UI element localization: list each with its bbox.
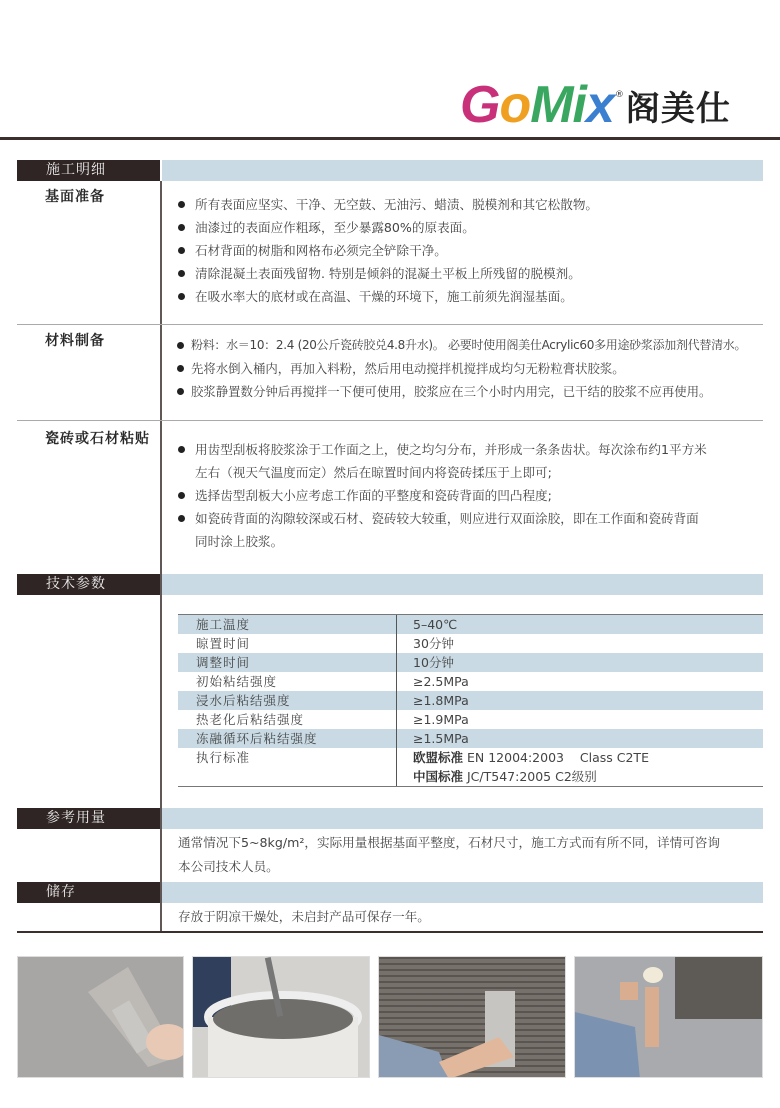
param-name: 执行标准 [178,748,397,786]
standard-cn-value: JC/T547:2005 C2级别 [463,769,597,784]
table-row [178,748,763,786]
label-tiling: 瓷砖或石材粘贴 [45,431,150,447]
standard-cn [413,767,763,786]
table-row [178,653,763,672]
table-row [178,691,763,710]
usage-line: 本公司技术人员。 [178,859,279,874]
table-row [178,710,763,729]
list-item [177,507,707,553]
section-band-usage [162,808,763,829]
logo-chinese: 阁美仕 [625,89,731,129]
table-row [178,634,763,653]
standard-eu-value: EN 12004:2003 Class C2TE [463,750,649,765]
list-item-line: 同时涂上胶浆。 [195,534,284,549]
param-value: ≥1.5MPa [413,731,469,746]
standard-cn-label: 中国标准 [413,769,464,784]
standard-eu-label: 欧盟标准 [413,750,464,765]
list-item: 先将水倒入桶内，再加入料粉，然后用电动搅拌机搅拌成均匀无粉粒膏状胶浆。 [177,357,746,380]
separator [17,324,763,325]
usage-text [178,831,758,879]
header-rule [0,137,780,140]
list-item [177,484,707,507]
list-item-line: 用齿型刮板将胶浆涂于工作面之上，使之均匀分布，并形成一条条齿状。每次涂布约1平方米 [195,442,707,457]
material-prep-list [177,334,746,403]
usage-line: 通常情况下5~8kg/m²，实际用量根据基面平整度，石材尺寸，施工方式而有所不同，详情可咨询 [178,835,720,850]
table-row [178,729,763,748]
list-item-line: 如瓷砖背面的沟隙较深或石材、瓷砖较大较重，则应进行双面涂胶，即在工作面和瓷砖背面 [195,511,699,526]
param-name: 调整时间 [178,653,397,672]
param-name: 浸水后粘结强度 [178,691,397,710]
param-name: 晾置时间 [178,634,397,653]
list-item: 石材背面的树脂和网格布必须完全铲除干净。 [177,239,598,262]
param-name: 初始粘结强度 [178,672,397,691]
param-value: 10分钟 [413,655,454,670]
list-item-line: 左右（视天气温度而定）然后在晾置时间内将瓷砖揉压于上即可; [195,465,552,480]
param-value: ≥1.8MPa [413,693,469,708]
param-name: 冻融循环后粘结强度 [178,729,397,748]
param-value: 30分钟 [413,636,454,651]
list-item: 粉料：水＝10：2.4 (20公斤瓷砖胶兑4.8升水)。 必要时使用阁美仕Acrylic60多用途砂浆添加剂代替清水。 [177,334,746,357]
separator [17,420,763,421]
photo-notched-trowel [378,956,566,1078]
photo-trowel-smooth [17,956,184,1078]
label-base-prep: 基面准备 [45,189,105,205]
list-item: 胶浆静置数分钟后再搅拌一下便可使用，胶浆应在三个小时内用完，已干结的胶浆不应再使用。 [177,380,746,403]
section-title-tech-params: 技术参数 [17,574,160,595]
photo-tile-setting [574,956,763,1078]
standard-eu [413,748,763,767]
list-item: 所有表面应坚实、干净、无空鼓、无油污、蜡渍、脱模剂和其它松散物。 [177,193,598,216]
list-item-line: 选择齿型刮板大小应考虑工作面的平整度和瓷砖背面的凹凸程度; [195,488,552,503]
list-item [177,438,707,484]
tech-params-table [178,614,763,787]
list-item: 油漆过的表面应作粗琢，至少暴露80%的原表面。 [177,216,598,239]
brand-logo [460,78,731,133]
section-title-construction: 施工明细 [17,160,160,181]
param-name: 热老化后粘结强度 [178,710,397,729]
table-row [178,615,763,634]
base-prep-list [177,193,598,308]
photo-mixing-bucket [192,956,370,1078]
registered-mark: ® [614,90,624,100]
section-title-usage: 参考用量 [17,808,160,829]
logo-latin: GoMix [460,76,614,134]
footer-rule [17,931,763,933]
param-name: 施工温度 [178,615,397,634]
param-value: ≥1.9MPa [413,712,469,727]
param-value: 5–40℃ [413,617,458,632]
storage-text: 存放于阴凉干燥处，未启封产品可保存一年。 [178,909,430,924]
section-band-construction [162,160,763,181]
list-item: 清除混凝土表面残留物. 特别是倾斜的混凝土平板上所残留的脱模剂。 [177,262,598,285]
section-band-storage [162,882,763,903]
list-item: 在吸水率大的底材或在高温、干燥的环境下，施工前须先润湿基面。 [177,285,598,308]
section-title-storage: 储存 [17,882,160,903]
table-row [178,672,763,691]
param-value: ≥2.5MPa [413,674,469,689]
tiling-list [177,438,707,553]
param-value [397,748,763,786]
label-material-prep: 材料制备 [45,333,105,349]
section-band-tech-params [162,574,763,595]
